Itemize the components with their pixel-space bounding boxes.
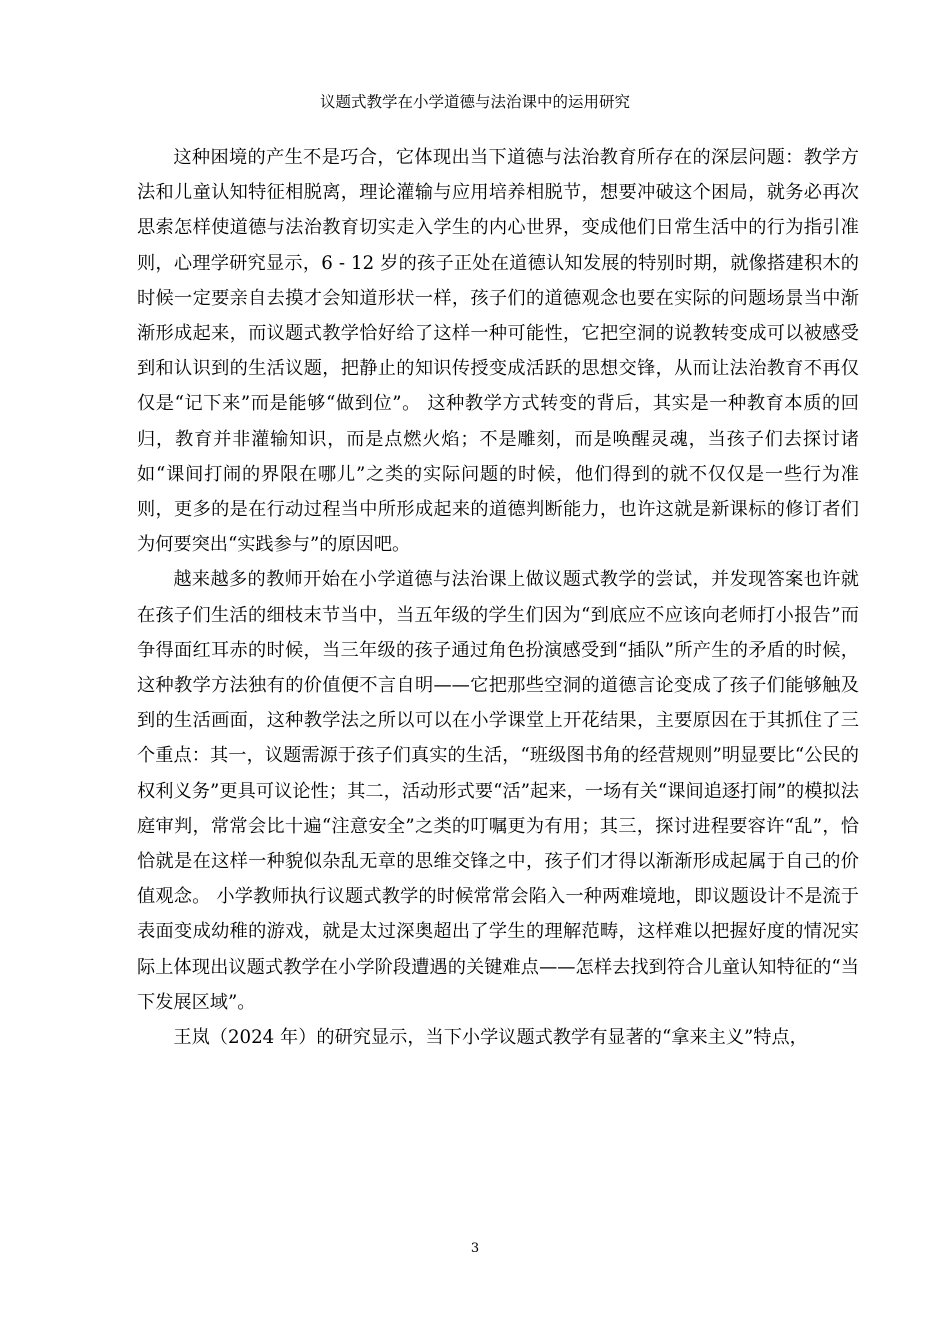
paragraph: 这种困境的产生不是巧合，它体现出当下道德与法治教育所存在的深层问题：教学方法和儿童认知特征相脱离，理论灌输与应用培养相脱节，想要冲破这个困局，就务必再次思索怎样使道德与法治教育切实走入学生的内心世界，变成他们日常生活中的行为指引准则，心理学研究显示，6 - 12 岁的孩子正处在道德认知发展的特别时期，就像搭建积木的时候一定要亲自去摸才会知道形状一样，孩子们的道德观念也要在实际的问题场景当中渐渐形成起来，而议题式教学恰好给了这样一种可能性，它把空洞的说教转变成可以被感受到和认识到的生活议题，把静止的知识传授变成活跃的思想交锋，从而让法治教育不再仅仅是“记下来”而是能够“做到位”。 这种教学方式转变的背后，其实是一种教育本质的回归，教育并非灌输知识，而是点燃火焰；不是雕刻，而是唤醒灵魂，当孩子们去探讨诸如“课间打闹的界限在哪儿”之类的实际问题的时候，他们得到的就不仅仅是一些行为准则，更多的是在行动过程当中所形成起来的道德判断能力，也许这就是新课标的修订者们为何要突出“实践参与”的原因吧。	[137, 147, 859, 556]
page-number: 3	[470, 1241, 480, 1256]
paragraph: 越来越多的教师开始在小学道德与法治课上做议题式教学的尝试，并发现答案也许就在孩子们生活的细枝末节当中，当五年级的学生们因为“到底应不应该向老师打小报告”而争得面红耳赤的时候，当三年级的孩子通过角色扮演感受到“插队”所产生的矛盾的时候，这种教学方法独有的价值便不言自明——它把那些空洞的道德言论变成了孩子们能够触及到的生活画面，这种教学法之所以可以在小学课堂上开花结果，主要原因在于其抓住了三个重点：其一，议题需源于孩子们真实的生活，“班级图书角的经营规则”明显要比“公民的权利义务”更具可议论性；其二，活动形式要“活”起来，一场有关“课间追逐打闹”的模拟法庭审判，常常会比十遍“注意安全”之类的叮嘱更为有用；其三，探讨进程要容许“乱”，恰恰就是在这样一种貌似杂乱无章的思维交锋之中，孩子们才得以渐渐形成起属于自己的价值观念。 小学教师执行议题式教学的时候常常会陷入一种两难境地，即议题设计不是流于表面变成幼稚的游戏，就是太过深奥超出了学生的理解范畴，这样难以把握好度的情况实际上体现出议题式教学在小学阶段遭遇的关键难点——怎样去找到符合儿童认知特征的“当下发展区域”。	[137, 569, 859, 1013]
running-header: 议题式教学在小学道德与法治课中的运用研究	[319, 93, 630, 111]
body-text	[137, 140, 859, 1055]
paragraph: 王岚（2024 年）的研究显示，当下小学议题式教学有显著的“拿来主义”特点，	[173, 1027, 808, 1049]
